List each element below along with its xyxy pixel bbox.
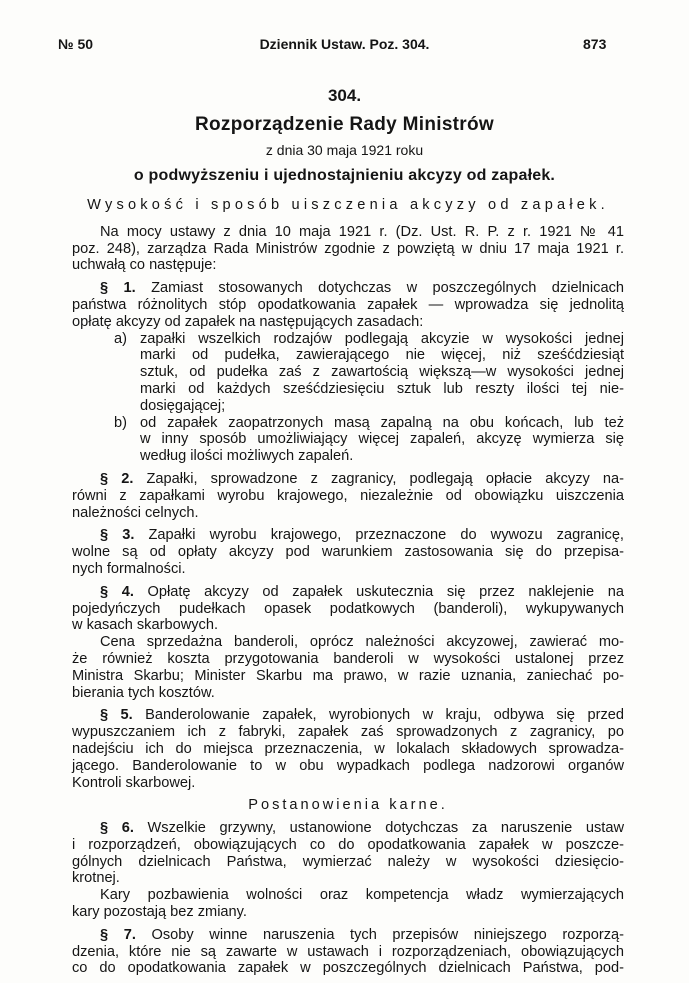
text-line: Postanowienia karne. [248, 797, 448, 814]
section-number: § 3. [100, 527, 149, 544]
paragraph-section [72, 471, 624, 521]
text-line: że również koszta przygotowania banderoli w wysokości ustalonej przez [72, 650, 624, 667]
text-line: Kary pozbawienia wolności oraz kompetencja władz wymierzających [100, 887, 624, 904]
text-line: co do opodatkowania zapałek w poszczególnych dzielnicach Państwa, pod- [72, 960, 624, 977]
text-line: bierania tych kosztów. [72, 684, 215, 701]
text-line: Na mocy ustawy z dnia 10 maja 1921 r. (Dz. Ust. R. P. z r. 1921 № 41 [100, 223, 624, 240]
text-line: równi z zapałkami wyrobu krajowego, niezależnie od obowiązku uiszczenia [72, 487, 624, 504]
text-line: nadejściu ich do miejsca przeznaczenia, w lokalach składowych sprowadza- [72, 740, 624, 757]
text-line: § 5. Banderolowanie zapałek, wyrobionych w kraju, odbywa się przed [100, 707, 624, 724]
document-body [72, 197, 624, 977]
text-line: § 7. Osoby winne naruszenia tych przepisów niniejszego rozporzą- [100, 926, 624, 943]
text-line: opłatę akcyzy od zapałek na następujących zasadach: [72, 313, 424, 330]
paragraph-section [72, 927, 624, 977]
text-line: § 3. Zapałki wyrobu krajowego, przeznaczone do wywozu zagranicę, [100, 527, 624, 544]
text-line: dzenia, które nie są zawarte w ustawach i rozporządzeniach, obowiązujących [72, 943, 624, 960]
paragraph-section [72, 820, 624, 887]
text-line: w inny sposób umożliwiający więcej zapaleń, akcyzę wymierza się [140, 431, 624, 448]
list-item [72, 331, 624, 415]
text-line: poz. 248), zarządza Rada Ministrów zgodnie z powziętą w dniu 17 maja 1921 r. [72, 240, 624, 257]
text-line: Kontroli skarbowej. [72, 774, 196, 791]
section-number: § 4. [100, 583, 148, 600]
document-title: Rozporządzenie Rady Ministrów [194, 114, 494, 135]
page-number: 873 [583, 36, 607, 52]
paragraph-section [72, 527, 624, 577]
document-subtitle: o podwyższeniu i ujednostajnieniu akcyzy od zapałek. [133, 167, 556, 184]
text-line: wolne są od opłaty akcyzy pod warunkiem zastosowania się do przepisa- [72, 544, 624, 561]
text-line: sztuk, od pudełka zaś z zawartością większą—w wysokości jednej [140, 364, 624, 381]
text-line: zapałki wszelkich rodzajów podlegają akcyzie w wysokości jednej [140, 330, 624, 347]
text-line: według ilości możliwych zapaleń. [140, 448, 354, 465]
section-heading [72, 197, 624, 214]
text-line: uchwałą co następuje: [72, 257, 217, 274]
text-line: należności celnych. [72, 504, 199, 521]
running-header: Dziennik Ustaw. Poz. 304. [259, 36, 430, 52]
text-line: § 4. Opłatę akcyzy od zapałek uskutecznia się przez naklejenie na [100, 583, 624, 600]
text-line: § 1. Zamiast stosowanych dotychczas w poszczególnych dzielnicach [100, 280, 624, 297]
paragraph-section [72, 584, 624, 634]
text-line: dosięgającej; [140, 397, 226, 414]
section-number: § 2. [100, 470, 147, 487]
text-line: państwa różnolitych stóp opodatkowania zapałek — wprowadza się jednolitą [72, 296, 624, 313]
text-line: § 2. Zapałki, sprowadzone z zagranicy, podlegają opłacie akcyzy na- [100, 470, 624, 487]
text-line: kary pozostają bez zmiany. [72, 904, 247, 921]
issue-number: № 50 [58, 36, 94, 52]
text-line: od zapałek zaopatrzonych masą zapalną na obu końcach, lub też [140, 414, 624, 431]
text-line: Ministra Skarbu; Minister Skarbu ma prawo, w razie uznania, zaniechać po- [72, 667, 624, 684]
text-line: jącego. Banderolowanie to w obu wypadkach podlega nadzorowi organów [72, 757, 624, 774]
document-date: z dnia 30 maja 1921 roku [265, 142, 424, 158]
text-line: marki od pudełka, zawierającego nie więcej, niż sześćdziesiąt [140, 347, 624, 364]
text-line: pojedyńczych pudełkach opasek podatkowych (banderoli), wykupywanych [72, 600, 624, 617]
text-line: Cena sprzedażna banderoli, oprócz należności akcyzowej, zawierać mo- [100, 634, 624, 651]
list-label: a) [114, 330, 127, 347]
paragraph-section [72, 280, 624, 330]
paragraph-section [72, 707, 624, 791]
list-item [72, 415, 624, 465]
paragraph [72, 224, 624, 274]
list-label: b) [114, 414, 127, 431]
text-line: § 6. Wszelkie grzywny, ustanowione dotychczas za naruszenie ustaw [100, 820, 624, 837]
text-line: wypuszczaniem ich z fabryki, zapałek zaś sprowadzonych z zagranicy, po [72, 724, 624, 741]
text-line: gólnych dzielnicach Państwa, wymierzać należy w wysokości dziesięcio- [72, 853, 624, 870]
text-line: nych formalności. [72, 560, 186, 577]
text-line: marki od każdych sześćdziesięciu sztuk lub reszty ilości tej nie- [140, 380, 624, 397]
paragraph [72, 634, 624, 701]
section-number: § 7. [100, 926, 152, 943]
text-line: i rozporządzeń, obowiązujących co do opodatkowania zapałek w poszcze- [72, 836, 624, 853]
paragraph [72, 887, 624, 921]
text-line: Wysokość i sposób uiszczenia akcyzy od zapałek. [87, 197, 609, 213]
section-number: § 1. [100, 280, 152, 297]
text-line: krotnej. [72, 870, 120, 887]
section-heading [72, 797, 624, 814]
section-number: § 5. [100, 707, 146, 724]
section-number: § 6. [100, 820, 148, 837]
text-line: w kasach skarbowych. [72, 617, 218, 634]
item-number: 304. [327, 86, 362, 105]
